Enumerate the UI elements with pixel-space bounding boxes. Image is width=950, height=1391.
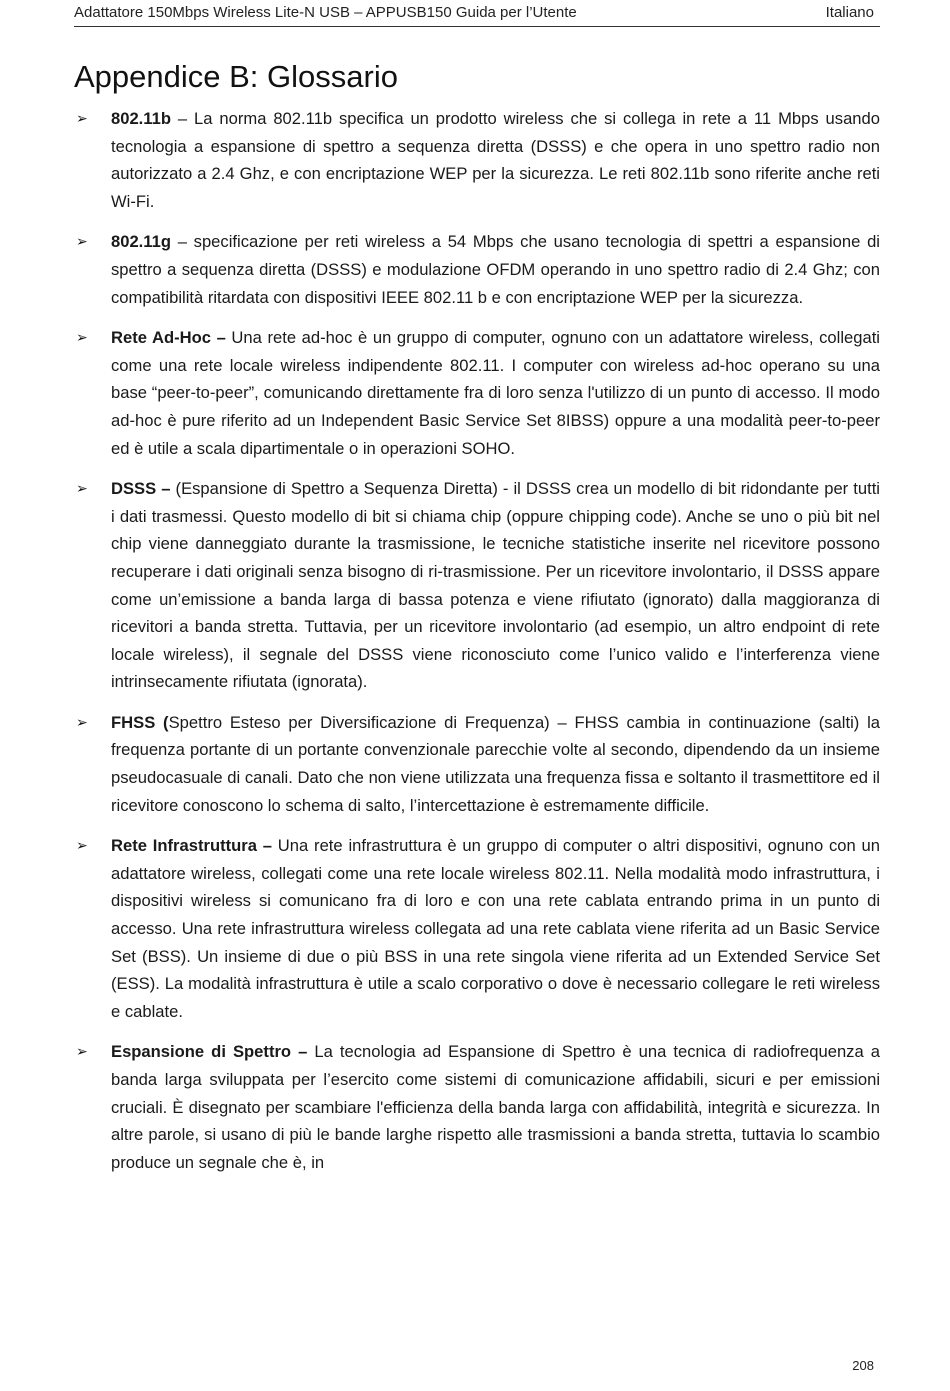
arrow-bullet-icon: ➢ <box>76 233 88 250</box>
arrow-bullet-icon: ➢ <box>76 480 88 497</box>
glossary-term: DSSS – <box>111 479 171 499</box>
glossary-entry-infrastructure <box>74 832 880 1025</box>
page-header <box>74 2 880 27</box>
glossary-term: 802.11g <box>111 232 171 252</box>
page-title: Appendice B: Glossario <box>74 59 398 94</box>
arrow-bullet-icon: ➢ <box>76 837 88 854</box>
glossary-list <box>74 105 880 1189</box>
glossary-entry-spread-spectrum <box>74 1038 880 1176</box>
glossary-definition: (Espansione di Spettro a Sequenza Diretta) - il DSSS crea un modello di bit ridondante per tutti i dati trasmessi. Questo modello di bit si chiama chip (oppure chipping code). Anche se uno o più bit nel chip viene danneggiato durante la trasmissione, le tecniche statistiche inserite nel ricevitore possono recuperare i dati originali senza bisogno di ri-trasmissione. Per un ricevitore involontario, il DSSS appare come un’emissione a banda larga di bassa potenza e viene rifiutato (ignorato) dalla maggioranza di ricevitori a banda stretta. Tuttavia, per un ricevitore involontario (ad esempio, un altro endpoint di rete locale wireless), il segnale del DSSS viene riconosciuto come l’unico valido e l’interferenza viene intrinsecamente rifiutata (ignorata). <box>111 479 880 692</box>
arrow-bullet-icon: ➢ <box>76 1043 88 1060</box>
glossary-term: Espansione di Spettro – <box>111 1042 308 1062</box>
glossary-definition: Una rete infrastruttura è un gruppo di computer o altri dispositivi, ognuno con un adattatore wireless, collegati come una rete locale wireless 802.11. Nella modalità modo infrastruttura, i dispositivi wireless si comunicano fra di loro e con una rete cablata entrando prima in un punto di accesso. Una rete infrastruttura wireless collegata ad una rete cablata viene riferita ad un Basic Service Set (BSS). Un insieme di due o più BSS in una rete singola viene riferita ad un Extended Service Set (ESS). La modalità infrastruttura è utile a scalo corporativo o dove è necessario collegare le reti wireless e cablate. <box>111 836 880 1021</box>
glossary-term: Rete Infrastruttura – <box>111 836 272 856</box>
glossary-definition: – specificazione per reti wireless a 54 Mbps che usano tecnologia di spettri a espansione di spettro a sequenza diretta (DSSS) e modulazione OFDM operando in uno spettro radio di 2.4 Ghz; con compatibilità ritardata con dispositivi IEEE 802.11 b e con encriptazione WEP per la sicurezza. <box>111 232 880 307</box>
glossary-definition: Una rete ad-hoc è un gruppo di computer, ognuno con un adattatore wireless, collegati come una rete locale wireless indipendente 802.11. I computer con wireless ad-hoc operano su una base “peer-to-peer”, comunicando direttamente fra di loro senza l'utilizzo di un punto di accesso. Il modo ad-hoc è pure riferito ad un Independent Basic Service Set 8IBSS) oppure a una modalità peer-to-peer ed è utile a scala dipartimentale o in operazioni SOHO. <box>111 328 880 458</box>
glossary-entry-802-11b <box>74 105 880 215</box>
glossary-term: 802.11b <box>111 109 171 128</box>
glossary-term: Rete Ad-Hoc – <box>111 328 226 348</box>
arrow-bullet-icon: ➢ <box>76 713 88 730</box>
arrow-bullet-icon: ➢ <box>76 329 88 346</box>
header-language: Italiano <box>825 4 874 21</box>
glossary-entry-dsss <box>74 475 880 696</box>
glossary-entry-ad-hoc <box>74 324 880 462</box>
header-document-title: Adattatore 150Mbps Wireless Lite-N USB – APPUSB150 Guida per l’Utente <box>74 4 577 21</box>
glossary-entry-802-11g <box>74 228 880 311</box>
glossary-definition: Spettro Esteso per Diversificazione di Frequenza) – FHSS cambia in continuazione (salti) la frequenza portante di un portante convenzionale parecchie volte al secondo, dipendendo da un insieme pseudocasuale di canali. Dato che non viene utilizzata una frequenza fissa e soltanto il trasmettitore ed il ricevitore conoscono lo schema di salto, l’intercettazione è estremamente difficile. <box>111 712 880 815</box>
arrow-bullet-icon: ➢ <box>76 110 88 126</box>
glossary-definition: – La norma 802.11b specifica un prodotto wireless che si collega in rete a 11 Mbps usando tecnologia a espansione di spettro a sequenza diretta (DSSS) e che opera in uno spettro radio non autorizzato a 2.4 Ghz, e con encriptazione WEP per la sicurezza. Le reti 802.11b sono riferite anche reti Wi-Fi. <box>111 109 880 211</box>
glossary-term: FHSS ( <box>111 712 169 732</box>
glossary-definition: La tecnologia ad Espansione di Spettro è una tecnica di radiofrequenza a banda larga sviluppata per l’esercito come sistemi di comunicazione affidabili, sicuri e per emissioni cruciali. È disegnato per scambiare l'efficienza della banda larga con affidabilità, integrità e sicurezza. In altre parole, si usano di più le bande larghe rispetto alle trasmissioni a banda stretta, tuttavia lo scambio produce un segnale che è, in <box>111 1042 880 1172</box>
glossary-entry-fhss <box>74 709 880 819</box>
page-number: 208 <box>852 1358 874 1373</box>
